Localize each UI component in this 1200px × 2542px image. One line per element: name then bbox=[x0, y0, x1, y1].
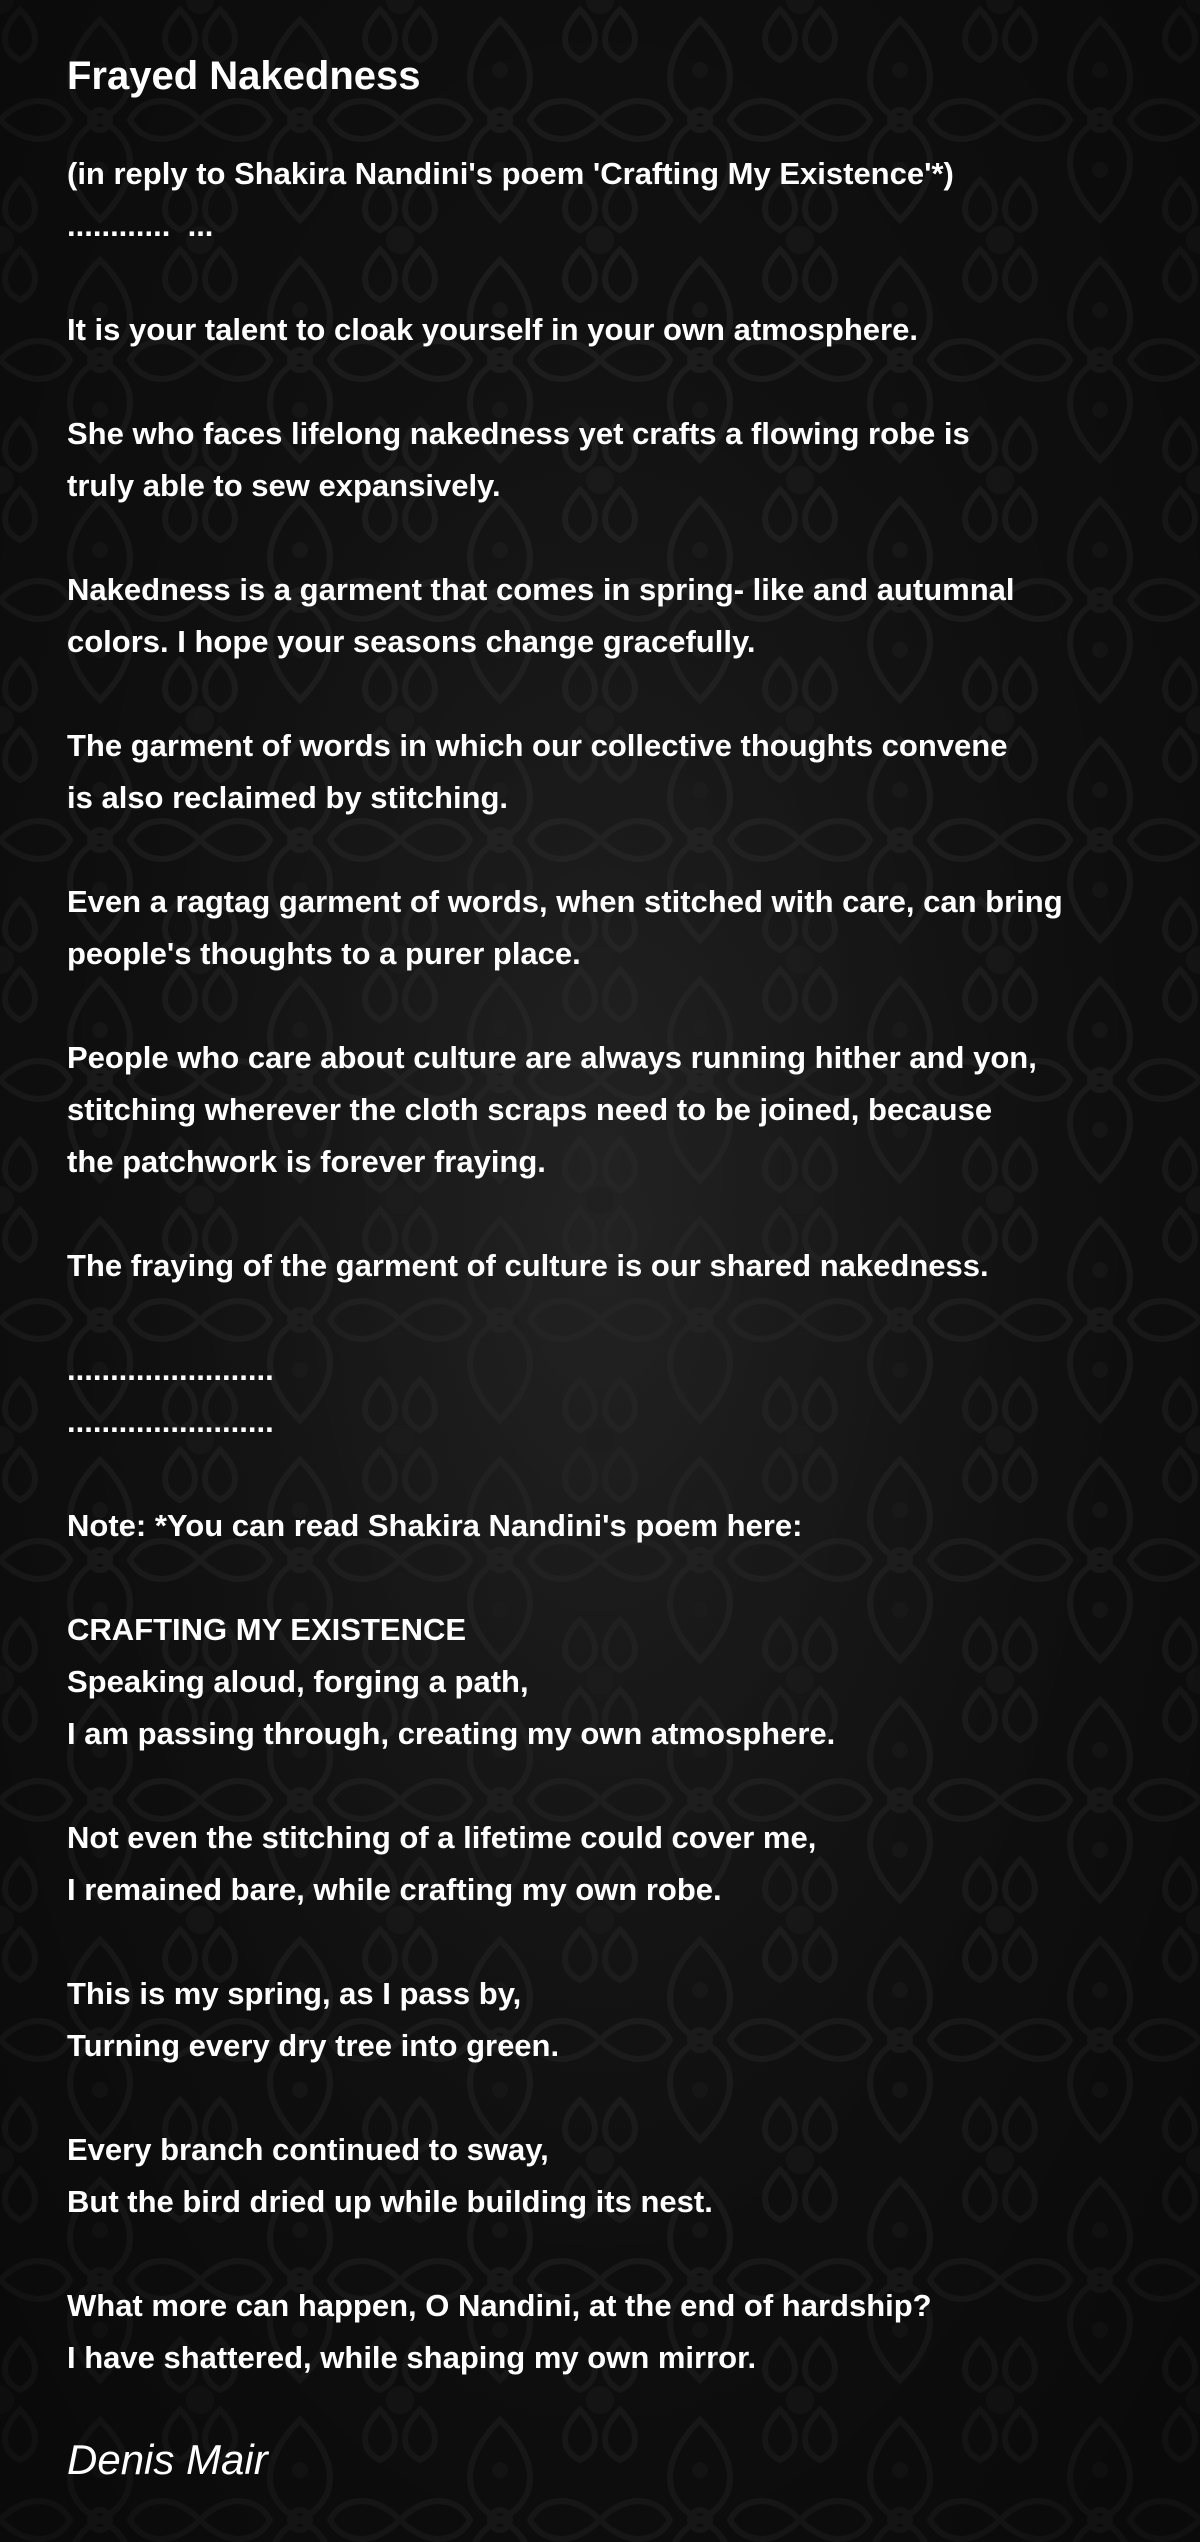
poem-line: Turning every dry tree into green. bbox=[67, 2028, 560, 2063]
poem-line: I remained bare, while crafting my own robe. bbox=[67, 1872, 722, 1907]
poem-line: Note: *You can read Shakira Nandini's poem here: bbox=[67, 1508, 803, 1543]
poem-line: the patchwork is forever fraying. bbox=[67, 1144, 546, 1179]
poem-line: But the bird dried up while building its nest. bbox=[67, 2184, 713, 2219]
poem-line: I am passing through, creating my own atmosphere. bbox=[67, 1716, 836, 1751]
poem-page bbox=[67, 48, 1167, 2488]
stanza-break bbox=[67, 512, 1167, 564]
poem-body bbox=[67, 148, 1167, 2384]
stanza-break bbox=[67, 252, 1167, 304]
stanza-break bbox=[67, 668, 1167, 720]
poem-line: people's thoughts to a purer place. bbox=[67, 936, 581, 971]
stanza-break bbox=[67, 2072, 1167, 2124]
poem-line: Nakedness is a garment that comes in spring- like and autumnal bbox=[67, 572, 1015, 607]
stanza-break bbox=[67, 1760, 1167, 1812]
poem-line: People who care about culture are always running hither and yon, bbox=[67, 1040, 1037, 1075]
poem-line: stitching wherever the cloth scraps need to be joined, because bbox=[67, 1092, 993, 1127]
poem-title: Frayed Nakedness bbox=[67, 54, 421, 98]
poem-line: colors. I hope your seasons change gracefully. bbox=[67, 624, 756, 659]
poem-line: Not even the stitching of a lifetime could cover me, bbox=[67, 1820, 817, 1855]
poem-line: What more can happen, O Nandini, at the end of hardship? bbox=[67, 2288, 932, 2323]
poem-line: Every branch continued to sway, bbox=[67, 2132, 549, 2167]
poem-line: She who faces lifelong nakedness yet crafts a flowing robe is bbox=[67, 416, 970, 451]
poem-line: This is my spring, as I pass by, bbox=[67, 1976, 522, 2011]
stanza-break bbox=[67, 824, 1167, 876]
poem-line: The garment of words in which our collective thoughts convene bbox=[67, 728, 1008, 763]
poem-line: truly able to sew expansively. bbox=[67, 468, 501, 503]
stanza-break bbox=[67, 1448, 1167, 1500]
poem-line: The fraying of the garment of culture is our shared nakedness. bbox=[67, 1248, 989, 1283]
poem-line: ........................ bbox=[67, 1352, 274, 1387]
stanza-break bbox=[67, 356, 1167, 408]
poem-line: I have shattered, while shaping my own mirror. bbox=[67, 2340, 757, 2375]
stanza-break bbox=[67, 1292, 1167, 1344]
stanza-break bbox=[67, 2228, 1167, 2280]
poem-line: Speaking aloud, forging a path, bbox=[67, 1664, 529, 1699]
stanza-break bbox=[67, 1916, 1167, 1968]
poem-line: ........................ bbox=[67, 1404, 274, 1439]
poem-line: CRAFTING MY EXISTENCE bbox=[67, 1612, 467, 1647]
stanza-break bbox=[67, 1188, 1167, 1240]
poem-line: (in reply to Shakira Nandini's poem 'Crafting My Existence'*) bbox=[67, 156, 954, 191]
poem-line: is also reclaimed by stitching. bbox=[67, 780, 509, 815]
poem-line: ............ ... bbox=[67, 208, 214, 243]
poem-author: Denis Mair bbox=[67, 2436, 268, 2483]
poem-line: Even a ragtag garment of words, when stitched with care, can bring bbox=[67, 884, 1063, 919]
stanza-break bbox=[67, 1552, 1167, 1604]
stanza-break bbox=[67, 980, 1167, 1032]
poem-line: It is your talent to cloak yourself in your own atmosphere. bbox=[67, 312, 918, 347]
